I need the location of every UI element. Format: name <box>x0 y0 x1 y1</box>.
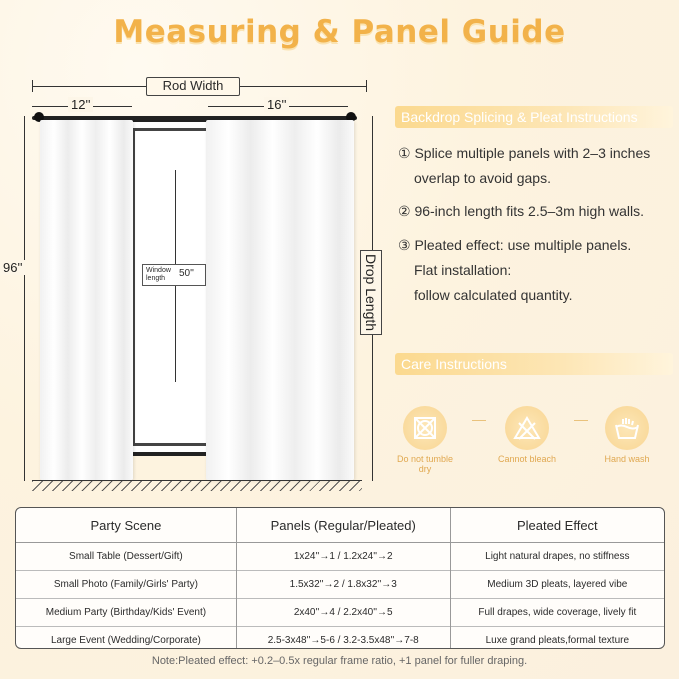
left-curtain-panel <box>40 120 133 480</box>
window-length-label: Window length <box>146 267 171 282</box>
height-dimension-line <box>24 116 25 481</box>
care-heading: Care Instructions <box>395 353 673 375</box>
table-cell: Medium Party (Birthday/Kids' Event) <box>16 599 236 627</box>
no-tumble-dry-icon <box>403 406 447 450</box>
splicing-item-1-line-2: overlap to avoid gaps. <box>414 170 551 186</box>
care-divider <box>574 420 588 421</box>
table-row <box>16 599 664 627</box>
care-icons <box>394 400 674 480</box>
party-scene-table <box>15 507 665 649</box>
right-panel-width-label: 16'' <box>264 97 289 112</box>
no-bleach-icon <box>505 406 549 450</box>
splicing-item-3-line-2: Flat installation: <box>414 262 512 278</box>
table-cell: Medium 3D pleats, layered vibe <box>450 571 664 599</box>
table-cell: 2x40''→4 / 2.2x40''→5 <box>236 599 450 627</box>
splicing-item-1-line-1: ① Splice multiple panels with 2–3 inches <box>398 145 651 161</box>
table-header: Party Scene <box>16 508 236 543</box>
table-cell: Luxe grand pleats,formal texture <box>450 627 664 650</box>
curtain-diagram <box>0 70 390 490</box>
floor-hatch <box>32 480 362 491</box>
rod-width-tick-left <box>32 80 33 92</box>
care-item-tumble <box>390 406 460 474</box>
table-row <box>16 571 664 599</box>
table-cell: Large Event (Wedding/Corporate) <box>16 627 236 650</box>
care-label-handwash: Hand wash <box>604 454 650 464</box>
care-item-handwash <box>592 406 662 464</box>
table-cell: Full drapes, wide coverage, lively fit <box>450 599 664 627</box>
splicing-item-3-line-3: follow calculated quantity. <box>414 287 573 303</box>
table-header: Pleated Effect <box>450 508 664 543</box>
page-title: Measuring & Panel Guide <box>113 14 566 50</box>
care-label-bleach: Cannot bleach <box>497 454 557 464</box>
table-row <box>16 543 664 571</box>
splicing-heading: Backdrop Splicing & Pleat Instructions <box>395 106 673 128</box>
table-header-row <box>16 508 664 543</box>
table-cell: 1x24''→1 / 1.2x24''→2 <box>236 543 450 571</box>
splicing-item-3-line-1: ③ Pleated effect: use multiple panels. <box>398 237 632 253</box>
hand-wash-icon <box>605 406 649 450</box>
splicing-item-2: ② 96-inch length fits 2.5–3m high walls. <box>398 203 645 219</box>
rod-width-tick-right <box>366 80 367 92</box>
window-length-value: 50'' <box>179 268 194 279</box>
rod-width-label: Rod Width <box>146 77 240 96</box>
table-cell: Light natural drapes, no stiffness <box>450 543 664 571</box>
care-item-bleach <box>492 406 562 464</box>
left-panel-width-label: 12'' <box>68 97 93 112</box>
care-label-tumble: Do not tumble dry <box>396 454 454 474</box>
footnote: Note:Pleated effect: +0.2–0.5x regular frame ratio, +1 panel for fuller draping. <box>151 655 528 667</box>
care-divider <box>472 420 486 421</box>
table-cell: 2.5-3x48''→5-6 / 3.2-3.5x48''→7-8 <box>236 627 450 650</box>
table-row <box>16 627 664 650</box>
right-curtain-panel <box>206 120 354 480</box>
window-length-box <box>142 264 206 286</box>
table-header: Panels (Regular/Pleated) <box>236 508 450 543</box>
table-cell: 1.5x32''→2 / 1.8x32''→3 <box>236 571 450 599</box>
table-cell: Small Table (Dessert/Gift) <box>16 543 236 571</box>
drop-length-label: Drop Length <box>360 250 382 335</box>
table-cell: Small Photo (Family/Girls' Party) <box>16 571 236 599</box>
height-label: 96'' <box>0 260 25 275</box>
